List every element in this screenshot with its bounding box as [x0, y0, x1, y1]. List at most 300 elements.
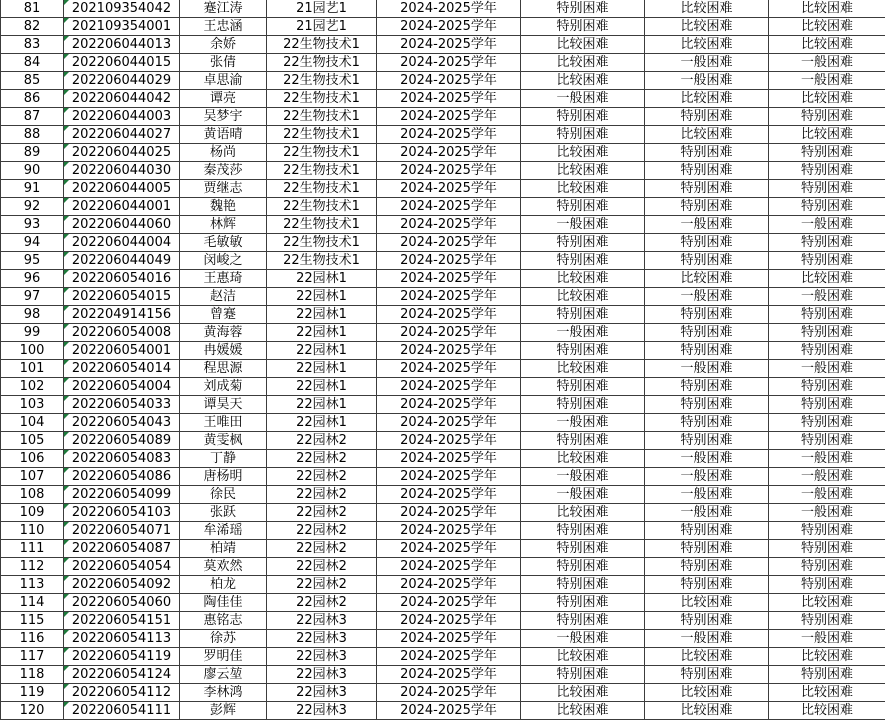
- difficulty-level-1-cell[interactable]: 特别困难: [521, 0, 645, 18]
- academic-year-cell[interactable]: 2024-2025学年: [377, 396, 521, 414]
- academic-year-cell[interactable]: 2024-2025学年: [377, 360, 521, 378]
- difficulty-level-2-cell[interactable]: 比较困难: [645, 36, 769, 54]
- academic-year-cell[interactable]: 2024-2025学年: [377, 432, 521, 450]
- student-name-cell[interactable]: 陶佳佳: [180, 594, 267, 612]
- class-cell[interactable]: 22生物技术1: [267, 216, 377, 234]
- student-name-cell[interactable]: 张跃: [180, 504, 267, 522]
- academic-year-cell[interactable]: 2024-2025学年: [377, 18, 521, 36]
- student-name-cell[interactable]: 余娇: [180, 36, 267, 54]
- student-id-cell[interactable]: 202206044049: [64, 252, 180, 270]
- student-name-cell[interactable]: 吴梦宇: [180, 108, 267, 126]
- student-name-cell[interactable]: 王惠琦: [180, 270, 267, 288]
- difficulty-level-2-cell[interactable]: 特别困难: [645, 180, 769, 198]
- student-name-cell[interactable]: 杨尚: [180, 144, 267, 162]
- academic-year-cell[interactable]: 2024-2025学年: [377, 216, 521, 234]
- row-number-cell[interactable]: 102: [1, 378, 64, 396]
- student-name-cell[interactable]: 王唯田: [180, 414, 267, 432]
- difficulty-level-3-cell[interactable]: 特别困难: [769, 252, 885, 270]
- row-number-cell[interactable]: 118: [1, 666, 64, 684]
- class-cell[interactable]: 21园艺1: [267, 0, 377, 18]
- student-name-cell[interactable]: 张倩: [180, 54, 267, 72]
- difficulty-level-1-cell[interactable]: 特别困难: [521, 378, 645, 396]
- row-number-cell[interactable]: 116: [1, 630, 64, 648]
- difficulty-level-2-cell[interactable]: 特别困难: [645, 576, 769, 594]
- row-number-cell[interactable]: 87: [1, 108, 64, 126]
- difficulty-level-3-cell[interactable]: 一般困难: [769, 360, 885, 378]
- difficulty-level-1-cell[interactable]: 特别困难: [521, 198, 645, 216]
- difficulty-level-1-cell[interactable]: 特别困难: [521, 18, 645, 36]
- difficulty-level-3-cell[interactable]: 一般困难: [769, 216, 885, 234]
- student-id-cell[interactable]: 202206054033: [64, 396, 180, 414]
- difficulty-level-3-cell[interactable]: 一般困难: [769, 630, 885, 648]
- row-number-cell[interactable]: 84: [1, 54, 64, 72]
- difficulty-level-3-cell[interactable]: 特别困难: [769, 306, 885, 324]
- row-number-cell[interactable]: 92: [1, 198, 64, 216]
- row-number-cell[interactable]: 94: [1, 234, 64, 252]
- difficulty-level-2-cell[interactable]: 特别困难: [645, 432, 769, 450]
- difficulty-level-2-cell[interactable]: 特别困难: [645, 666, 769, 684]
- class-cell[interactable]: 22园林2: [267, 558, 377, 576]
- student-name-cell[interactable]: 黄雯枫: [180, 432, 267, 450]
- student-id-cell[interactable]: 202206044001: [64, 198, 180, 216]
- class-cell[interactable]: 22园林2: [267, 522, 377, 540]
- difficulty-level-1-cell[interactable]: 特别困难: [521, 558, 645, 576]
- difficulty-level-3-cell[interactable]: 特别困难: [769, 144, 885, 162]
- student-id-cell[interactable]: 202206044029: [64, 72, 180, 90]
- class-cell[interactable]: 22园林3: [267, 630, 377, 648]
- class-cell[interactable]: 22园林1: [267, 306, 377, 324]
- difficulty-level-1-cell[interactable]: 特别困难: [521, 594, 645, 612]
- difficulty-level-1-cell[interactable]: 比较困难: [521, 36, 645, 54]
- student-id-cell[interactable]: 202206054089: [64, 432, 180, 450]
- difficulty-level-3-cell[interactable]: 一般困难: [769, 72, 885, 90]
- academic-year-cell[interactable]: 2024-2025学年: [377, 180, 521, 198]
- row-number-cell[interactable]: 115: [1, 612, 64, 630]
- difficulty-level-3-cell[interactable]: 特别困难: [769, 198, 885, 216]
- academic-year-cell[interactable]: 2024-2025学年: [377, 252, 521, 270]
- difficulty-level-2-cell[interactable]: 比较困难: [645, 702, 769, 720]
- difficulty-level-3-cell[interactable]: 特别困难: [769, 540, 885, 558]
- class-cell[interactable]: 22园林2: [267, 432, 377, 450]
- difficulty-level-1-cell[interactable]: 比较困难: [521, 180, 645, 198]
- difficulty-level-3-cell[interactable]: 一般困难: [769, 54, 885, 72]
- student-name-cell[interactable]: 赵洁: [180, 288, 267, 306]
- difficulty-level-1-cell[interactable]: 比较困难: [521, 504, 645, 522]
- student-id-cell[interactable]: 202206054124: [64, 666, 180, 684]
- difficulty-level-1-cell[interactable]: 比较困难: [521, 648, 645, 666]
- difficulty-level-1-cell[interactable]: 一般困难: [521, 216, 645, 234]
- difficulty-level-3-cell[interactable]: 一般困难: [769, 468, 885, 486]
- student-name-cell[interactable]: 罗明佳: [180, 648, 267, 666]
- difficulty-level-1-cell[interactable]: 特别困难: [521, 612, 645, 630]
- difficulty-level-3-cell[interactable]: 一般困难: [769, 450, 885, 468]
- student-id-cell[interactable]: 202206054099: [64, 486, 180, 504]
- class-cell[interactable]: 22生物技术1: [267, 126, 377, 144]
- difficulty-level-3-cell[interactable]: 比较困难: [769, 594, 885, 612]
- difficulty-level-3-cell[interactable]: 特别困难: [769, 324, 885, 342]
- difficulty-level-2-cell[interactable]: 一般困难: [645, 468, 769, 486]
- student-name-cell[interactable]: 惠铭志: [180, 612, 267, 630]
- difficulty-level-1-cell[interactable]: 一般困难: [521, 468, 645, 486]
- student-id-cell[interactable]: 202206044060: [64, 216, 180, 234]
- difficulty-level-2-cell[interactable]: 特别困难: [645, 198, 769, 216]
- student-id-cell[interactable]: 202206054112: [64, 684, 180, 702]
- student-name-cell[interactable]: 柏龙: [180, 576, 267, 594]
- academic-year-cell[interactable]: 2024-2025学年: [377, 234, 521, 252]
- student-name-cell[interactable]: 廖云堃: [180, 666, 267, 684]
- academic-year-cell[interactable]: 2024-2025学年: [377, 324, 521, 342]
- academic-year-cell[interactable]: 2024-2025学年: [377, 0, 521, 18]
- difficulty-level-3-cell[interactable]: 一般困难: [769, 504, 885, 522]
- class-cell[interactable]: 22园林3: [267, 666, 377, 684]
- student-id-cell[interactable]: 202206044013: [64, 36, 180, 54]
- academic-year-cell[interactable]: 2024-2025学年: [377, 144, 521, 162]
- row-number-cell[interactable]: 90: [1, 162, 64, 180]
- difficulty-level-2-cell[interactable]: 特别困难: [645, 162, 769, 180]
- difficulty-level-3-cell[interactable]: 特别困难: [769, 666, 885, 684]
- academic-year-cell[interactable]: 2024-2025学年: [377, 36, 521, 54]
- student-id-cell[interactable]: 202206054014: [64, 360, 180, 378]
- difficulty-level-1-cell[interactable]: 比较困难: [521, 684, 645, 702]
- difficulty-level-2-cell[interactable]: 特别困难: [645, 612, 769, 630]
- academic-year-cell[interactable]: 2024-2025学年: [377, 576, 521, 594]
- difficulty-level-2-cell[interactable]: 比较困难: [645, 594, 769, 612]
- row-number-cell[interactable]: 110: [1, 522, 64, 540]
- class-cell[interactable]: 22生物技术1: [267, 90, 377, 108]
- difficulty-level-3-cell[interactable]: 特别困难: [769, 162, 885, 180]
- student-id-cell[interactable]: 202206044042: [64, 90, 180, 108]
- difficulty-level-2-cell[interactable]: 特别困难: [645, 234, 769, 252]
- difficulty-level-2-cell[interactable]: 比较困难: [645, 18, 769, 36]
- student-id-cell[interactable]: 202206054060: [64, 594, 180, 612]
- student-id-cell[interactable]: 202206044027: [64, 126, 180, 144]
- class-cell[interactable]: 22园林1: [267, 288, 377, 306]
- difficulty-level-2-cell[interactable]: 一般困难: [645, 288, 769, 306]
- class-cell[interactable]: 22生物技术1: [267, 198, 377, 216]
- difficulty-level-1-cell[interactable]: 特别困难: [521, 666, 645, 684]
- class-cell[interactable]: 22园林1: [267, 396, 377, 414]
- student-id-cell[interactable]: 202206054071: [64, 522, 180, 540]
- difficulty-level-2-cell[interactable]: 比较困难: [645, 648, 769, 666]
- difficulty-level-3-cell[interactable]: 比较困难: [769, 18, 885, 36]
- difficulty-level-2-cell[interactable]: 一般困难: [645, 360, 769, 378]
- difficulty-level-3-cell[interactable]: 比较困难: [769, 90, 885, 108]
- student-name-cell[interactable]: 黄海蓉: [180, 324, 267, 342]
- student-name-cell[interactable]: 李林鸿: [180, 684, 267, 702]
- row-number-cell[interactable]: 95: [1, 252, 64, 270]
- class-cell[interactable]: 22园林1: [267, 378, 377, 396]
- class-cell[interactable]: 22园林3: [267, 684, 377, 702]
- difficulty-level-2-cell[interactable]: 一般困难: [645, 486, 769, 504]
- difficulty-level-2-cell[interactable]: 一般困难: [645, 504, 769, 522]
- student-name-cell[interactable]: 彭辉: [180, 702, 267, 720]
- student-id-cell[interactable]: 202206044015: [64, 54, 180, 72]
- row-number-cell[interactable]: 101: [1, 360, 64, 378]
- difficulty-level-2-cell[interactable]: 特别困难: [645, 108, 769, 126]
- difficulty-level-3-cell[interactable]: 特别困难: [769, 432, 885, 450]
- student-name-cell[interactable]: 程思源: [180, 360, 267, 378]
- academic-year-cell[interactable]: 2024-2025学年: [377, 702, 521, 720]
- difficulty-level-3-cell[interactable]: 一般困难: [769, 288, 885, 306]
- row-number-cell[interactable]: 86: [1, 90, 64, 108]
- difficulty-level-2-cell[interactable]: 特别困难: [645, 378, 769, 396]
- difficulty-level-3-cell[interactable]: 特别困难: [769, 414, 885, 432]
- row-number-cell[interactable]: 82: [1, 18, 64, 36]
- student-id-cell[interactable]: 202206054043: [64, 414, 180, 432]
- student-name-cell[interactable]: 柏靖: [180, 540, 267, 558]
- academic-year-cell[interactable]: 2024-2025学年: [377, 414, 521, 432]
- student-id-cell[interactable]: 202206044004: [64, 234, 180, 252]
- student-name-cell[interactable]: 黄语晴: [180, 126, 267, 144]
- class-cell[interactable]: 22园林2: [267, 594, 377, 612]
- student-name-cell[interactable]: 唐杨明: [180, 468, 267, 486]
- student-name-cell[interactable]: 丁静: [180, 450, 267, 468]
- academic-year-cell[interactable]: 2024-2025学年: [377, 342, 521, 360]
- academic-year-cell[interactable]: 2024-2025学年: [377, 540, 521, 558]
- academic-year-cell[interactable]: 2024-2025学年: [377, 612, 521, 630]
- student-name-cell[interactable]: 牟浠瑶: [180, 522, 267, 540]
- student-id-cell[interactable]: 202206054111: [64, 702, 180, 720]
- difficulty-level-2-cell[interactable]: 特别困难: [645, 522, 769, 540]
- academic-year-cell[interactable]: 2024-2025学年: [377, 504, 521, 522]
- difficulty-level-2-cell[interactable]: 比较困难: [645, 90, 769, 108]
- row-number-cell[interactable]: 100: [1, 342, 64, 360]
- row-number-cell[interactable]: 83: [1, 36, 64, 54]
- class-cell[interactable]: 22园林3: [267, 612, 377, 630]
- academic-year-cell[interactable]: 2024-2025学年: [377, 108, 521, 126]
- class-cell[interactable]: 22园林2: [267, 486, 377, 504]
- class-cell[interactable]: 22园林2: [267, 468, 377, 486]
- student-name-cell[interactable]: 卓思渝: [180, 72, 267, 90]
- academic-year-cell[interactable]: 2024-2025学年: [377, 306, 521, 324]
- student-name-cell[interactable]: 冉媛媛: [180, 342, 267, 360]
- academic-year-cell[interactable]: 2024-2025学年: [377, 666, 521, 684]
- academic-year-cell[interactable]: 2024-2025学年: [377, 162, 521, 180]
- difficulty-level-1-cell[interactable]: 比较困难: [521, 360, 645, 378]
- row-number-cell[interactable]: 119: [1, 684, 64, 702]
- difficulty-level-1-cell[interactable]: 特别困难: [521, 252, 645, 270]
- student-id-cell[interactable]: 202206054015: [64, 288, 180, 306]
- difficulty-level-2-cell[interactable]: 比较困难: [645, 0, 769, 18]
- row-number-cell[interactable]: 103: [1, 396, 64, 414]
- row-number-cell[interactable]: 96: [1, 270, 64, 288]
- class-cell[interactable]: 22园林3: [267, 702, 377, 720]
- row-number-cell[interactable]: 114: [1, 594, 64, 612]
- student-id-cell[interactable]: 202206054103: [64, 504, 180, 522]
- difficulty-level-2-cell[interactable]: 特别困难: [645, 144, 769, 162]
- row-number-cell[interactable]: 105: [1, 432, 64, 450]
- difficulty-level-1-cell[interactable]: 特别困难: [521, 126, 645, 144]
- row-number-cell[interactable]: 98: [1, 306, 64, 324]
- student-name-cell[interactable]: 蹇江涛: [180, 0, 267, 18]
- academic-year-cell[interactable]: 2024-2025学年: [377, 630, 521, 648]
- academic-year-cell[interactable]: 2024-2025学年: [377, 126, 521, 144]
- student-id-cell[interactable]: 202206054008: [64, 324, 180, 342]
- student-name-cell[interactable]: 刘成菊: [180, 378, 267, 396]
- row-number-cell[interactable]: 93: [1, 216, 64, 234]
- student-name-cell[interactable]: 莫欢然: [180, 558, 267, 576]
- difficulty-level-3-cell[interactable]: 比较困难: [769, 36, 885, 54]
- difficulty-level-3-cell[interactable]: 一般困难: [769, 486, 885, 504]
- student-name-cell[interactable]: 徐苏: [180, 630, 267, 648]
- row-number-cell[interactable]: 109: [1, 504, 64, 522]
- difficulty-level-2-cell[interactable]: 特别困难: [645, 342, 769, 360]
- class-cell[interactable]: 22园林2: [267, 450, 377, 468]
- student-name-cell[interactable]: 秦茂莎: [180, 162, 267, 180]
- class-cell[interactable]: 22园林2: [267, 540, 377, 558]
- class-cell[interactable]: 22生物技术1: [267, 234, 377, 252]
- difficulty-level-1-cell[interactable]: 比较困难: [521, 162, 645, 180]
- academic-year-cell[interactable]: 2024-2025学年: [377, 288, 521, 306]
- academic-year-cell[interactable]: 2024-2025学年: [377, 450, 521, 468]
- difficulty-level-1-cell[interactable]: 特别困难: [521, 108, 645, 126]
- difficulty-level-2-cell[interactable]: 一般困难: [645, 630, 769, 648]
- student-id-cell[interactable]: 202206044003: [64, 108, 180, 126]
- difficulty-level-1-cell[interactable]: 特别困难: [521, 522, 645, 540]
- difficulty-level-1-cell[interactable]: 特别困难: [521, 306, 645, 324]
- difficulty-level-1-cell[interactable]: 比较困难: [521, 450, 645, 468]
- row-number-cell[interactable]: 107: [1, 468, 64, 486]
- student-id-cell[interactable]: 202206044030: [64, 162, 180, 180]
- class-cell[interactable]: 22生物技术1: [267, 108, 377, 126]
- difficulty-level-3-cell[interactable]: 特别困难: [769, 576, 885, 594]
- class-cell[interactable]: 22生物技术1: [267, 144, 377, 162]
- student-id-cell[interactable]: 202206054004: [64, 378, 180, 396]
- academic-year-cell[interactable]: 2024-2025学年: [377, 54, 521, 72]
- difficulty-level-3-cell[interactable]: 特别困难: [769, 234, 885, 252]
- difficulty-level-3-cell[interactable]: 特别困难: [769, 342, 885, 360]
- difficulty-level-3-cell[interactable]: 比较困难: [769, 648, 885, 666]
- difficulty-level-1-cell[interactable]: 特别困难: [521, 576, 645, 594]
- difficulty-level-2-cell[interactable]: 特别困难: [645, 396, 769, 414]
- class-cell[interactable]: 21园艺1: [267, 18, 377, 36]
- row-number-cell[interactable]: 106: [1, 450, 64, 468]
- difficulty-level-2-cell[interactable]: 特别困难: [645, 540, 769, 558]
- student-name-cell[interactable]: 毛敏敏: [180, 234, 267, 252]
- difficulty-level-3-cell[interactable]: 比较困难: [769, 702, 885, 720]
- difficulty-level-3-cell[interactable]: 特别困难: [769, 558, 885, 576]
- class-cell[interactable]: 22园林1: [267, 360, 377, 378]
- class-cell[interactable]: 22园林1: [267, 414, 377, 432]
- row-number-cell[interactable]: 91: [1, 180, 64, 198]
- class-cell[interactable]: 22园林3: [267, 648, 377, 666]
- difficulty-level-1-cell[interactable]: 一般困难: [521, 90, 645, 108]
- row-number-cell[interactable]: 120: [1, 702, 64, 720]
- student-id-cell[interactable]: 202206054087: [64, 540, 180, 558]
- row-number-cell[interactable]: 108: [1, 486, 64, 504]
- row-number-cell[interactable]: 81: [1, 0, 64, 18]
- difficulty-level-1-cell[interactable]: 特别困难: [521, 396, 645, 414]
- difficulty-level-1-cell[interactable]: 比较困难: [521, 54, 645, 72]
- difficulty-level-3-cell[interactable]: 比较困难: [769, 270, 885, 288]
- row-number-cell[interactable]: 85: [1, 72, 64, 90]
- difficulty-level-2-cell[interactable]: 特别困难: [645, 414, 769, 432]
- difficulty-level-1-cell[interactable]: 比较困难: [521, 288, 645, 306]
- academic-year-cell[interactable]: 2024-2025学年: [377, 90, 521, 108]
- difficulty-level-3-cell[interactable]: 特别困难: [769, 396, 885, 414]
- class-cell[interactable]: 22生物技术1: [267, 252, 377, 270]
- difficulty-level-1-cell[interactable]: 一般困难: [521, 324, 645, 342]
- student-id-cell[interactable]: 202206054054: [64, 558, 180, 576]
- student-id-cell[interactable]: 202206054113: [64, 630, 180, 648]
- student-id-cell[interactable]: 202109354042: [64, 0, 180, 18]
- difficulty-level-1-cell[interactable]: 比较困难: [521, 144, 645, 162]
- class-cell[interactable]: 22生物技术1: [267, 162, 377, 180]
- difficulty-level-1-cell[interactable]: 特别困难: [521, 234, 645, 252]
- student-name-cell[interactable]: 王忠涵: [180, 18, 267, 36]
- student-id-cell[interactable]: 202206054119: [64, 648, 180, 666]
- difficulty-level-2-cell[interactable]: 比较困难: [645, 126, 769, 144]
- academic-year-cell[interactable]: 2024-2025学年: [377, 558, 521, 576]
- student-name-cell[interactable]: 曾蹇: [180, 306, 267, 324]
- difficulty-level-3-cell[interactable]: 特别困难: [769, 522, 885, 540]
- difficulty-level-2-cell[interactable]: 一般困难: [645, 216, 769, 234]
- row-number-cell[interactable]: 111: [1, 540, 64, 558]
- student-name-cell[interactable]: 谭昊天: [180, 396, 267, 414]
- row-number-cell[interactable]: 117: [1, 648, 64, 666]
- class-cell[interactable]: 22园林2: [267, 504, 377, 522]
- row-number-cell[interactable]: 97: [1, 288, 64, 306]
- difficulty-level-3-cell[interactable]: 比较困难: [769, 126, 885, 144]
- student-id-cell[interactable]: 202206044025: [64, 144, 180, 162]
- student-id-cell[interactable]: 202109354001: [64, 18, 180, 36]
- academic-year-cell[interactable]: 2024-2025学年: [377, 648, 521, 666]
- class-cell[interactable]: 22生物技术1: [267, 72, 377, 90]
- student-name-cell[interactable]: 徐民: [180, 486, 267, 504]
- academic-year-cell[interactable]: 2024-2025学年: [377, 522, 521, 540]
- student-name-cell[interactable]: 林辉: [180, 216, 267, 234]
- academic-year-cell[interactable]: 2024-2025学年: [377, 594, 521, 612]
- difficulty-level-2-cell[interactable]: 一般困难: [645, 450, 769, 468]
- difficulty-level-2-cell[interactable]: 特别困难: [645, 306, 769, 324]
- academic-year-cell[interactable]: 2024-2025学年: [377, 468, 521, 486]
- difficulty-level-1-cell[interactable]: 比较困难: [521, 270, 645, 288]
- class-cell[interactable]: 22生物技术1: [267, 180, 377, 198]
- difficulty-level-3-cell[interactable]: 比较困难: [769, 684, 885, 702]
- difficulty-level-3-cell[interactable]: 特别困难: [769, 108, 885, 126]
- difficulty-level-3-cell[interactable]: 特别困难: [769, 378, 885, 396]
- student-id-cell[interactable]: 202204914156: [64, 306, 180, 324]
- row-number-cell[interactable]: 112: [1, 558, 64, 576]
- academic-year-cell[interactable]: 2024-2025学年: [377, 198, 521, 216]
- difficulty-level-1-cell[interactable]: 比较困难: [521, 702, 645, 720]
- student-name-cell[interactable]: 闵峻之: [180, 252, 267, 270]
- class-cell[interactable]: 22园林1: [267, 324, 377, 342]
- class-cell[interactable]: 22生物技术1: [267, 54, 377, 72]
- class-cell[interactable]: 22园林2: [267, 576, 377, 594]
- difficulty-level-1-cell[interactable]: 特别困难: [521, 540, 645, 558]
- difficulty-level-1-cell[interactable]: 特别困难: [521, 432, 645, 450]
- difficulty-level-1-cell[interactable]: 一般困难: [521, 414, 645, 432]
- difficulty-level-1-cell[interactable]: 比较困难: [521, 72, 645, 90]
- difficulty-level-2-cell[interactable]: 特别困难: [645, 324, 769, 342]
- student-id-cell[interactable]: 202206054016: [64, 270, 180, 288]
- academic-year-cell[interactable]: 2024-2025学年: [377, 378, 521, 396]
- row-number-cell[interactable]: 99: [1, 324, 64, 342]
- row-number-cell[interactable]: 113: [1, 576, 64, 594]
- class-cell[interactable]: 22园林1: [267, 270, 377, 288]
- class-cell[interactable]: 22生物技术1: [267, 36, 377, 54]
- academic-year-cell[interactable]: 2024-2025学年: [377, 684, 521, 702]
- student-id-cell[interactable]: 202206054083: [64, 450, 180, 468]
- difficulty-level-2-cell[interactable]: 一般困难: [645, 72, 769, 90]
- academic-year-cell[interactable]: 2024-2025学年: [377, 486, 521, 504]
- difficulty-level-2-cell[interactable]: 比较困难: [645, 684, 769, 702]
- student-id-cell[interactable]: 202206054001: [64, 342, 180, 360]
- difficulty-level-1-cell[interactable]: 一般困难: [521, 630, 645, 648]
- academic-year-cell[interactable]: 2024-2025学年: [377, 270, 521, 288]
- row-number-cell[interactable]: 104: [1, 414, 64, 432]
